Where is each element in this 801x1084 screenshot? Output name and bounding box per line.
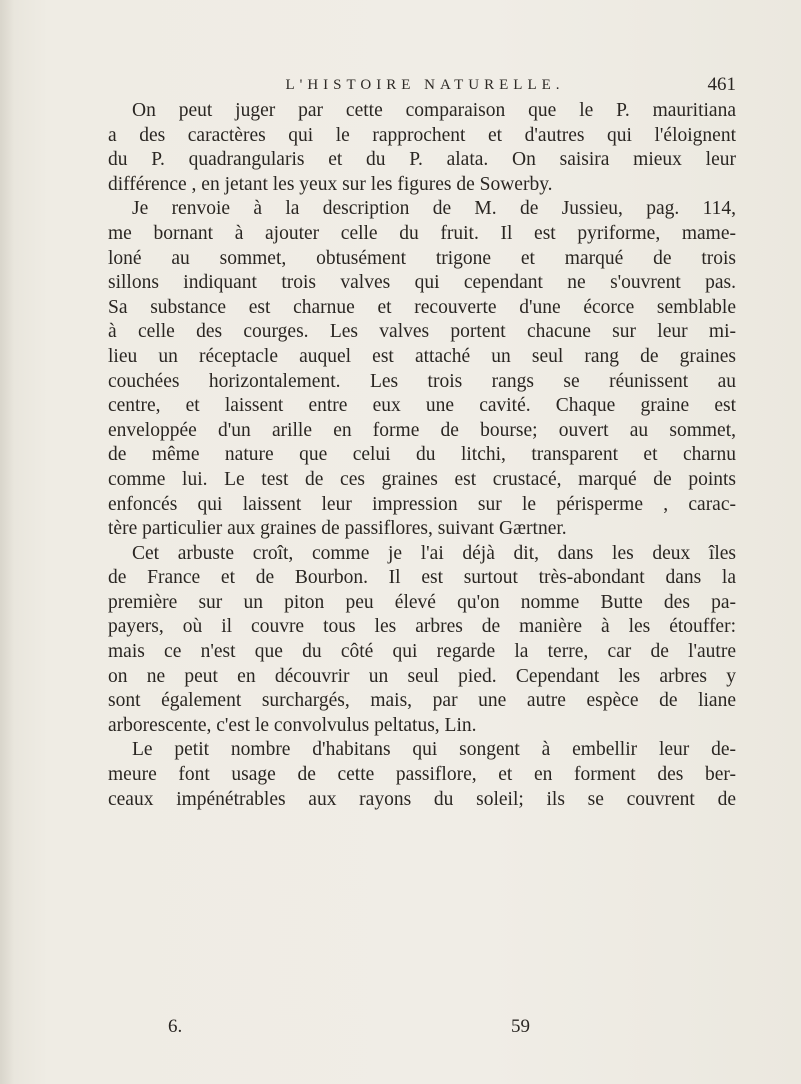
text-line: Je renvoie à la description de M. de Jussieu, pag. 114,	[132, 198, 736, 220]
text-line: première sur un piton peu élevé qu'on nomme Butte des pa-	[108, 591, 736, 613]
text-line: me bornant à ajouter celle du fruit. Il est pyriforme, mame-	[108, 222, 736, 244]
text-line: Le petit nombre d'habitans qui songent à embellir leur de-	[132, 739, 736, 761]
page-footer	[168, 1016, 548, 1044]
text-line: du P. quadrangularis et du P. alata. On saisira mieux leur	[108, 149, 736, 171]
text-line: de France et de Bourbon. Il est surtout très-abondant dans la	[108, 567, 736, 589]
running-head	[120, 70, 736, 100]
text-line: on ne peut en découvrir un seul pied. Cependant les arbres y	[108, 665, 736, 687]
text-line: couchées horizontalement. Les trois rangs se réunissent au	[108, 370, 736, 392]
text-line: enfoncés qui laissent leur impression sur le périsperme , carac-	[108, 493, 736, 515]
running-title: L'HISTOIRE NATURELLE.	[285, 77, 565, 93]
text-line: différence , en jetant les yeux sur les figures de Sowerby.	[108, 173, 553, 195]
text-line: enveloppée d'un arille en forme de bourse; ouvert au sommet,	[108, 419, 736, 441]
text-line: comme lui. Le test de ces graines est crustacé, marqué de points	[108, 468, 736, 490]
page-number: 461	[707, 74, 736, 95]
text-line: sont également surchargés, mais, par une autre espèce de liane	[108, 690, 736, 712]
text-line: arborescente, c'est le convolvulus peltatus, Lin.	[108, 714, 477, 736]
text-line: ceaux impénétrables aux rayons du soleil; ils se couvrent de	[108, 788, 736, 810]
text-line: de même nature que celui du litchi, transparent et charnu	[108, 444, 736, 466]
text-line: Cet arbuste croît, comme je l'ai déjà dit, dans les deux îles	[132, 542, 736, 564]
text-line: lieu un réceptacle auquel est attaché un seul rang de graines	[108, 345, 736, 367]
text-line: centre, et laissent entre eux une cavité. Chaque graine est	[108, 395, 736, 417]
text-line: tère particulier aux graines de passiflores, suivant Gærtner.	[108, 518, 567, 540]
signature-mark: 6.	[168, 1016, 183, 1037]
body-text	[108, 99, 736, 812]
text-line: payers, où il couvre tous les arbres de manière à les étouffer:	[108, 616, 736, 638]
text-line: à celle des courges. Les valves portent chacune sur leur mi-	[108, 321, 736, 343]
text-line: meure font usage de cette passiflore, et en forment des ber-	[108, 764, 736, 786]
gathering-number: 59	[511, 1016, 530, 1037]
text-line: Sa substance est charnue et recouverte d'une écorce semblable	[108, 296, 736, 318]
text-line: mais ce n'est que du côté qui regarde la terre, car de l'autre	[108, 641, 736, 663]
text-line: a des caractères qui le rapprochent et d'autres qui l'éloignent	[108, 124, 736, 146]
page-edge-shadow	[0, 0, 14, 1084]
text-line: sillons indiquant trois valves qui cependant ne s'ouvrent pas.	[108, 272, 736, 294]
text-line: loné au sommet, obtusément trigone et marqué de trois	[108, 247, 736, 269]
text-line: On peut juger par cette comparaison que le P. mauritiana	[132, 100, 736, 121]
